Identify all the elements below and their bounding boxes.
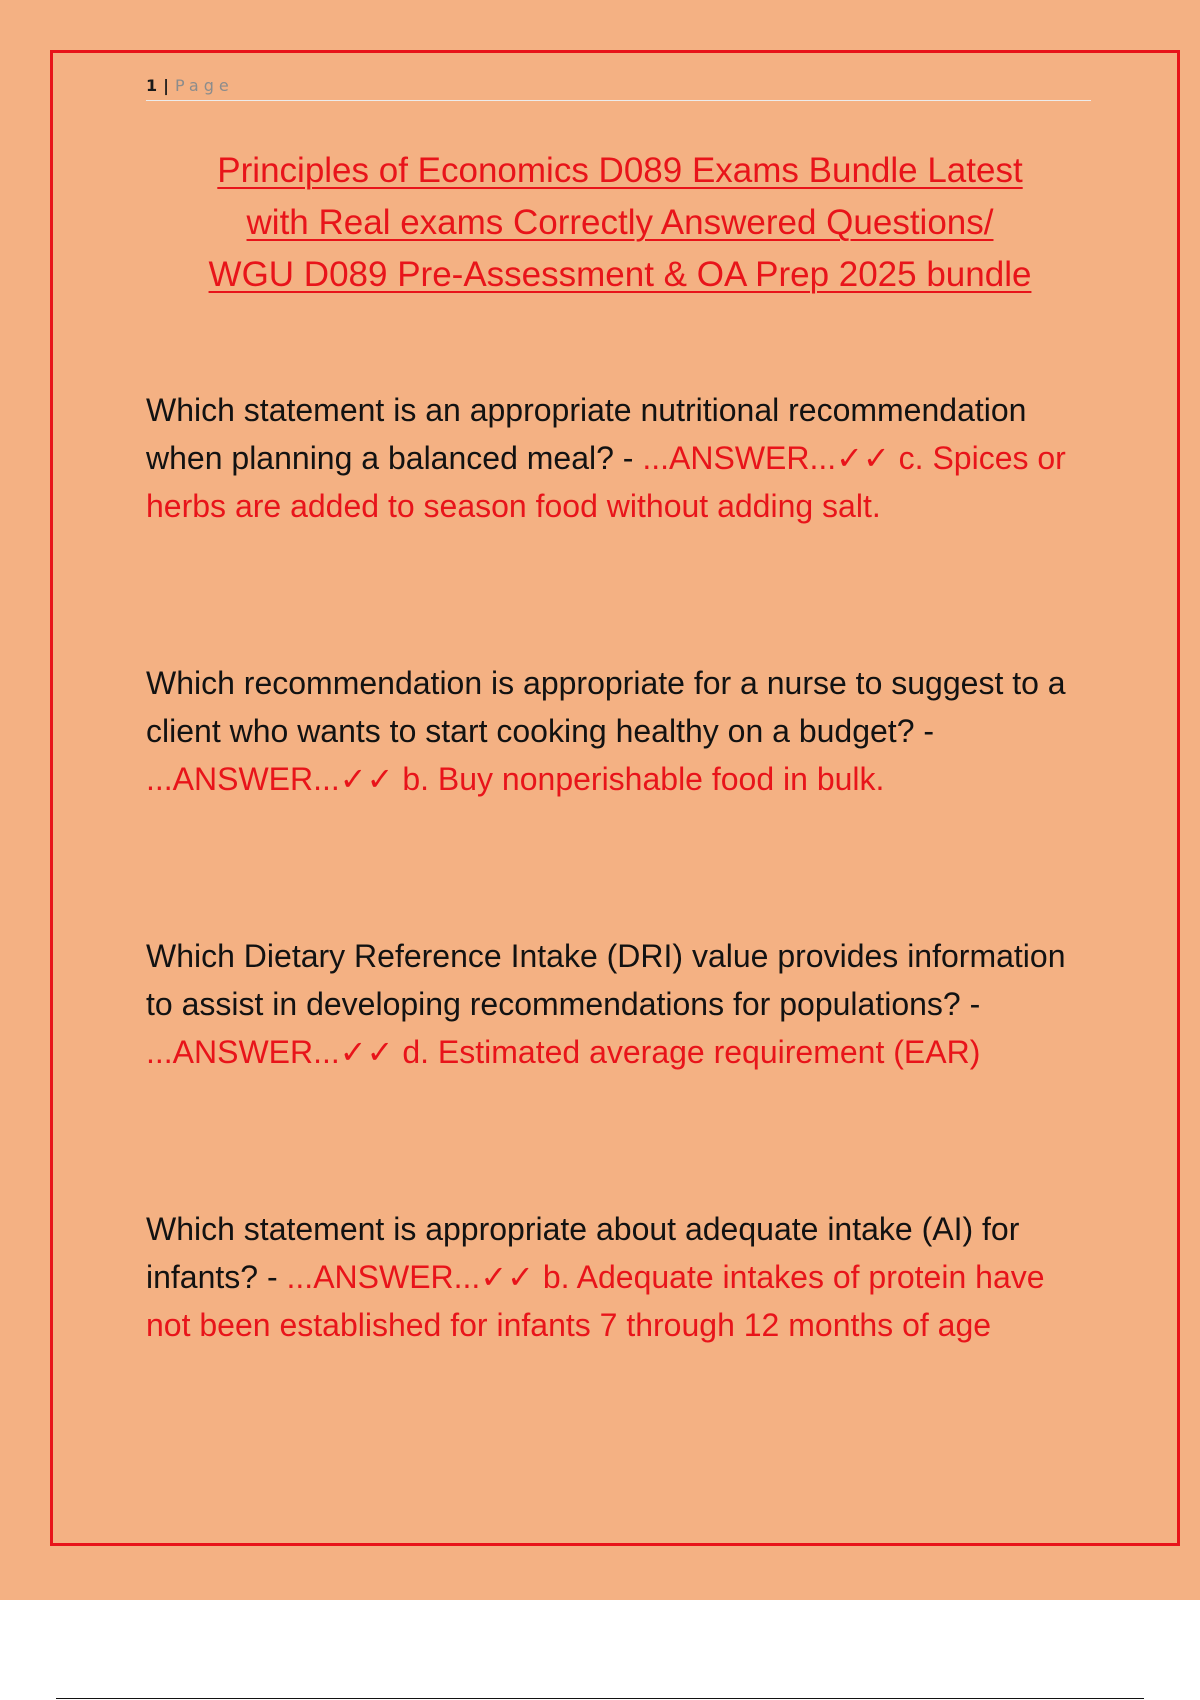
- answer-text: ...ANSWER...✓✓ b. Adequate intakes of protein have not been established for infants 7 through 12 months of age: [146, 1259, 1045, 1343]
- title-line-2: with Real exams Correctly Answered Questions/: [246, 203, 994, 242]
- qa-item-1: [146, 386, 1091, 530]
- answer-text: ...ANSWER...✓✓ c. Spices or herbs are added to season food without adding salt.: [146, 440, 1066, 524]
- question-text: Which statement is appropriate about adequate intake (AI) for infants? -: [146, 1211, 1020, 1295]
- page-header: [146, 70, 1091, 101]
- answer-text: ...ANSWER...✓✓ b. Buy nonperishable food in bulk.: [146, 761, 885, 797]
- qa-item-4: [146, 1205, 1091, 1349]
- document-title: [140, 145, 1100, 301]
- question-text: Which statement is an appropriate nutritional recommendation when planning a balanced meal? -: [146, 392, 1027, 476]
- page-label: Page: [174, 75, 234, 95]
- page-header-separator: |: [163, 75, 169, 95]
- question-text: Which recommendation is appropriate for a nurse to suggest to a client who wants to start cooking healthy on a budget? -: [146, 665, 1066, 749]
- answer-text: ...ANSWER...✓✓ d. Estimated average requirement (EAR): [146, 1034, 981, 1070]
- question-text: Which Dietary Reference Intake (DRI) value provides information to assist in developing recommendations for populations? -: [146, 938, 1066, 1022]
- qa-item-2: [146, 659, 1091, 803]
- page-number: 1: [146, 75, 158, 95]
- qa-item-3: [146, 932, 1091, 1076]
- title-line-1: Principles of Economics D089 Exams Bundle Latest: [217, 151, 1023, 190]
- title-line-3: WGU D089 Pre-Assessment & OA Prep 2025 bundle: [208, 255, 1032, 294]
- footer-rule: [56, 1698, 1144, 1699]
